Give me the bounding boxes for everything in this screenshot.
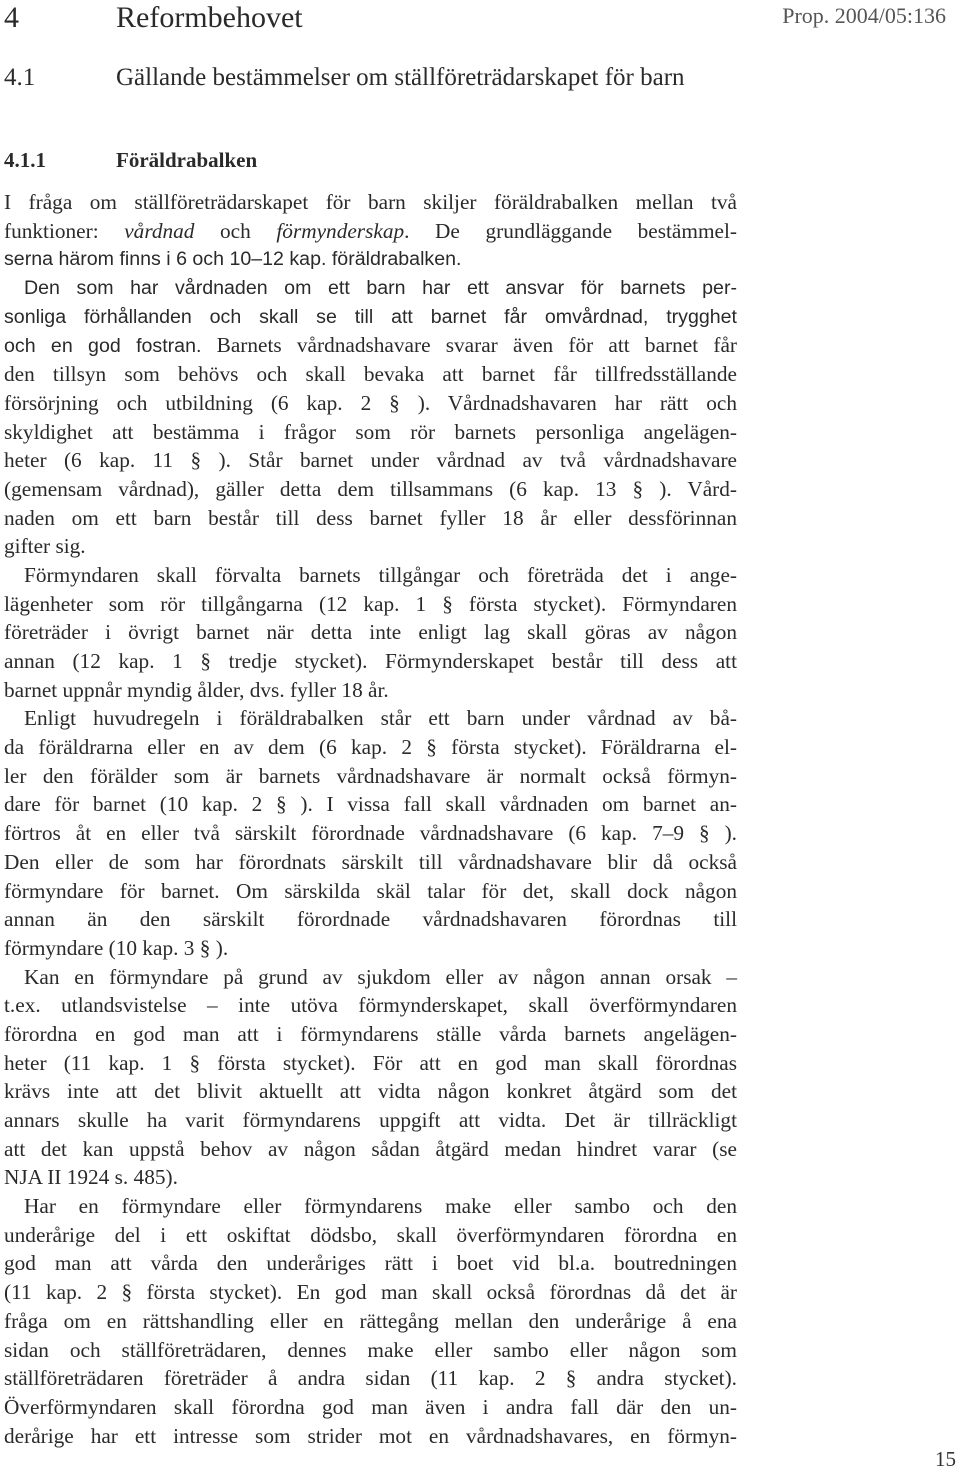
text-line: t.ex. utlandsvistelse – inte utöva förmynderskapet, skall överförmyndaren: [4, 993, 737, 1018]
text-line: I fråga om ställföreträdarskapet för barn skiljer föräldrabalken mellan två: [4, 190, 737, 214]
text-line: att det kan uppstå behov av någon sådan åtgärd medan hindret varar (se: [4, 1136, 737, 1161]
text-line: [4, 217, 737, 246]
text-line: försörjning och utbildning (6 kap. 2 § ). Vårdnadshavaren har rätt och: [4, 390, 737, 415]
page-number: 15: [935, 1447, 956, 1471]
text-line: Enligt huvudregeln i föräldrabalken står ett barn under vårdnad av bå-: [24, 706, 737, 731]
text-line: företräder i övrigt barnet när detta inte enligt lag skall göras av någon: [4, 620, 737, 645]
text-line: (gemensam vårdnad), gäller detta dem tillsammans (6 kap. 13 § ). Vård-: [4, 476, 737, 501]
text-line: heter (6 kap. 11 § ). Står barnet under vårdnad av två vårdnadshavare: [4, 448, 737, 473]
text-line: annan (12 kap. 1 § tredje stycket). Förmynderskapet består till dess att: [4, 649, 737, 673]
emphasis-formynderskap: förmynderskap: [276, 218, 405, 243]
section-heading: [4, 62, 744, 94]
text-line: (11 kap. 2 § första stycket). En god man skall också förordnas då det är: [4, 1280, 737, 1305]
text-line: skyldighet att bestämma i frågor som rör barnets personliga angelägen-: [4, 419, 737, 444]
text-line: [4, 331, 737, 360]
text-line: sidan och ställföreträdaren, dennes make eller sambo eller någon som: [4, 1337, 737, 1362]
text-line: sonliga förhållanden och skall se till att barnet får omvårdnad, trygghet: [4, 305, 737, 328]
text-line: förmyndare (10 kap. 3 § ).: [4, 935, 229, 960]
emphasis-vardnad: vårdnad: [124, 218, 195, 243]
text-line: NJA II 1924 s. 485).: [4, 1165, 178, 1190]
body-text: [4, 188, 737, 1450]
text-line: derårige har ett intresse som strider mot en vårdnadshavares, en förmyn-: [4, 1423, 737, 1448]
text-line: naden om ett barn består till dess barnet fyller 18 år eller dessförinnan: [4, 505, 737, 530]
text-line: da föräldrarna eller en av dem (6 kap. 2 § första stycket). Föräldrarna el-: [4, 735, 737, 760]
subsection-title: Föräldrabalken: [116, 148, 258, 172]
paragraph-main-rule: [4, 704, 737, 962]
chapter-heading: [4, 0, 303, 36]
text-line: annan än den särskilt förordnade vårdnadshavaren förordnas till: [4, 907, 737, 932]
text-span: Barnets vårdnadshavare svarar även för att barnet får: [201, 333, 737, 358]
text-line: god man att vårda den underåriges rätt i boet vid bl.a. boutredningen: [4, 1251, 737, 1276]
text-line: Den som har vårdnaden om ett barn har ett ansvar för barnets per-: [24, 277, 737, 300]
text-span: och en god fostran.: [4, 335, 202, 358]
chapter-title: Reformbehovet: [116, 1, 303, 34]
text-span: . De grundläggande bestämmel-: [404, 218, 737, 243]
text-line: annars skulle ha varit förmyndarens uppgift att vidta. Det är tillräckligt: [4, 1108, 737, 1132]
text-line: serna härom finns i 6 och 10–12 kap. föräldrabalken.: [4, 248, 462, 271]
text-line: lägenheter som rör tillgångarna (12 kap. 1 § första stycket). Förmyndaren: [4, 591, 737, 616]
text-line: dare för barnet (10 kap. 2 § ). I vissa fall skall vårdnaden om barnet an-: [4, 792, 737, 817]
text-line: förtros åt en eller två särskilt förordnade vårdnadshavare (6 kap. 7–9 § ).: [4, 821, 737, 846]
text-line: ler den förälder som är barnets vårdnadshavare är normalt också förmyn-: [4, 763, 737, 788]
text-line: krävs inte att det blivit aktuellt att vidta någon konkret åtgärd som det: [4, 1079, 737, 1104]
text-line: fråga om en rättshandling eller en rättegång mellan den underårige å ena: [4, 1308, 737, 1333]
subsection-number: 4.1.1: [4, 148, 46, 172]
paragraph-guardian-duties: [4, 561, 737, 704]
text-line: Förmyndaren skall förvalta barnets tillgångar och företräda det i ange-: [24, 562, 737, 587]
chapter-number: 4: [4, 1, 19, 34]
proposition-reference: Prop. 2004/05:136: [782, 3, 946, 28]
text-span: och: [194, 218, 277, 243]
paragraph-conflict-of-interest: [4, 1192, 737, 1450]
subsection-heading: [4, 146, 257, 174]
text-line: den tillsyn som behövs och skall bevaka att barnet får tillfredsställande: [4, 362, 737, 387]
text-line: Kan en förmyndare på grund av sjukdom eller av någon annan orsak –: [24, 964, 737, 989]
text-span: funktioner:: [4, 218, 125, 243]
paragraph-good-man-appointment: [4, 963, 737, 1193]
text-line: gifter sig.: [4, 534, 86, 559]
section-number: 4.1: [4, 64, 36, 91]
text-line: underårige del i ett oskiftat dödsbo, skall överförmyndaren förordna en: [4, 1222, 737, 1247]
section-title: Gällande bestämmelser om ställföreträdarskapet för barn: [116, 64, 685, 91]
text-line: ställföreträdaren företräder å andra sidan (11 kap. 2 § andra stycket).: [4, 1366, 737, 1391]
text-line: barnet uppnår myndig ålder, dvs. fyller 18 år.: [4, 677, 389, 702]
paragraph-guardianship-functions: [4, 188, 737, 561]
text-line: förmyndare för barnet. Om särskilda skäl talar för det, skall dock någon: [4, 878, 737, 903]
text-line: Överförmyndaren skall förordna god man även i andra fall där den un-: [4, 1394, 737, 1419]
text-line: Har en förmyndare eller förmyndarens make eller sambo och den: [24, 1194, 737, 1219]
text-line: Den eller de som har förordnats särskilt till vårdnadshavare blir då också: [4, 849, 737, 874]
text-line: förordna en god man att i förmyndarens ställe vårda barnets angelägen-: [4, 1021, 737, 1046]
text-line: heter (11 kap. 1 § första stycket). För att en god man skall förordnas: [4, 1050, 737, 1075]
